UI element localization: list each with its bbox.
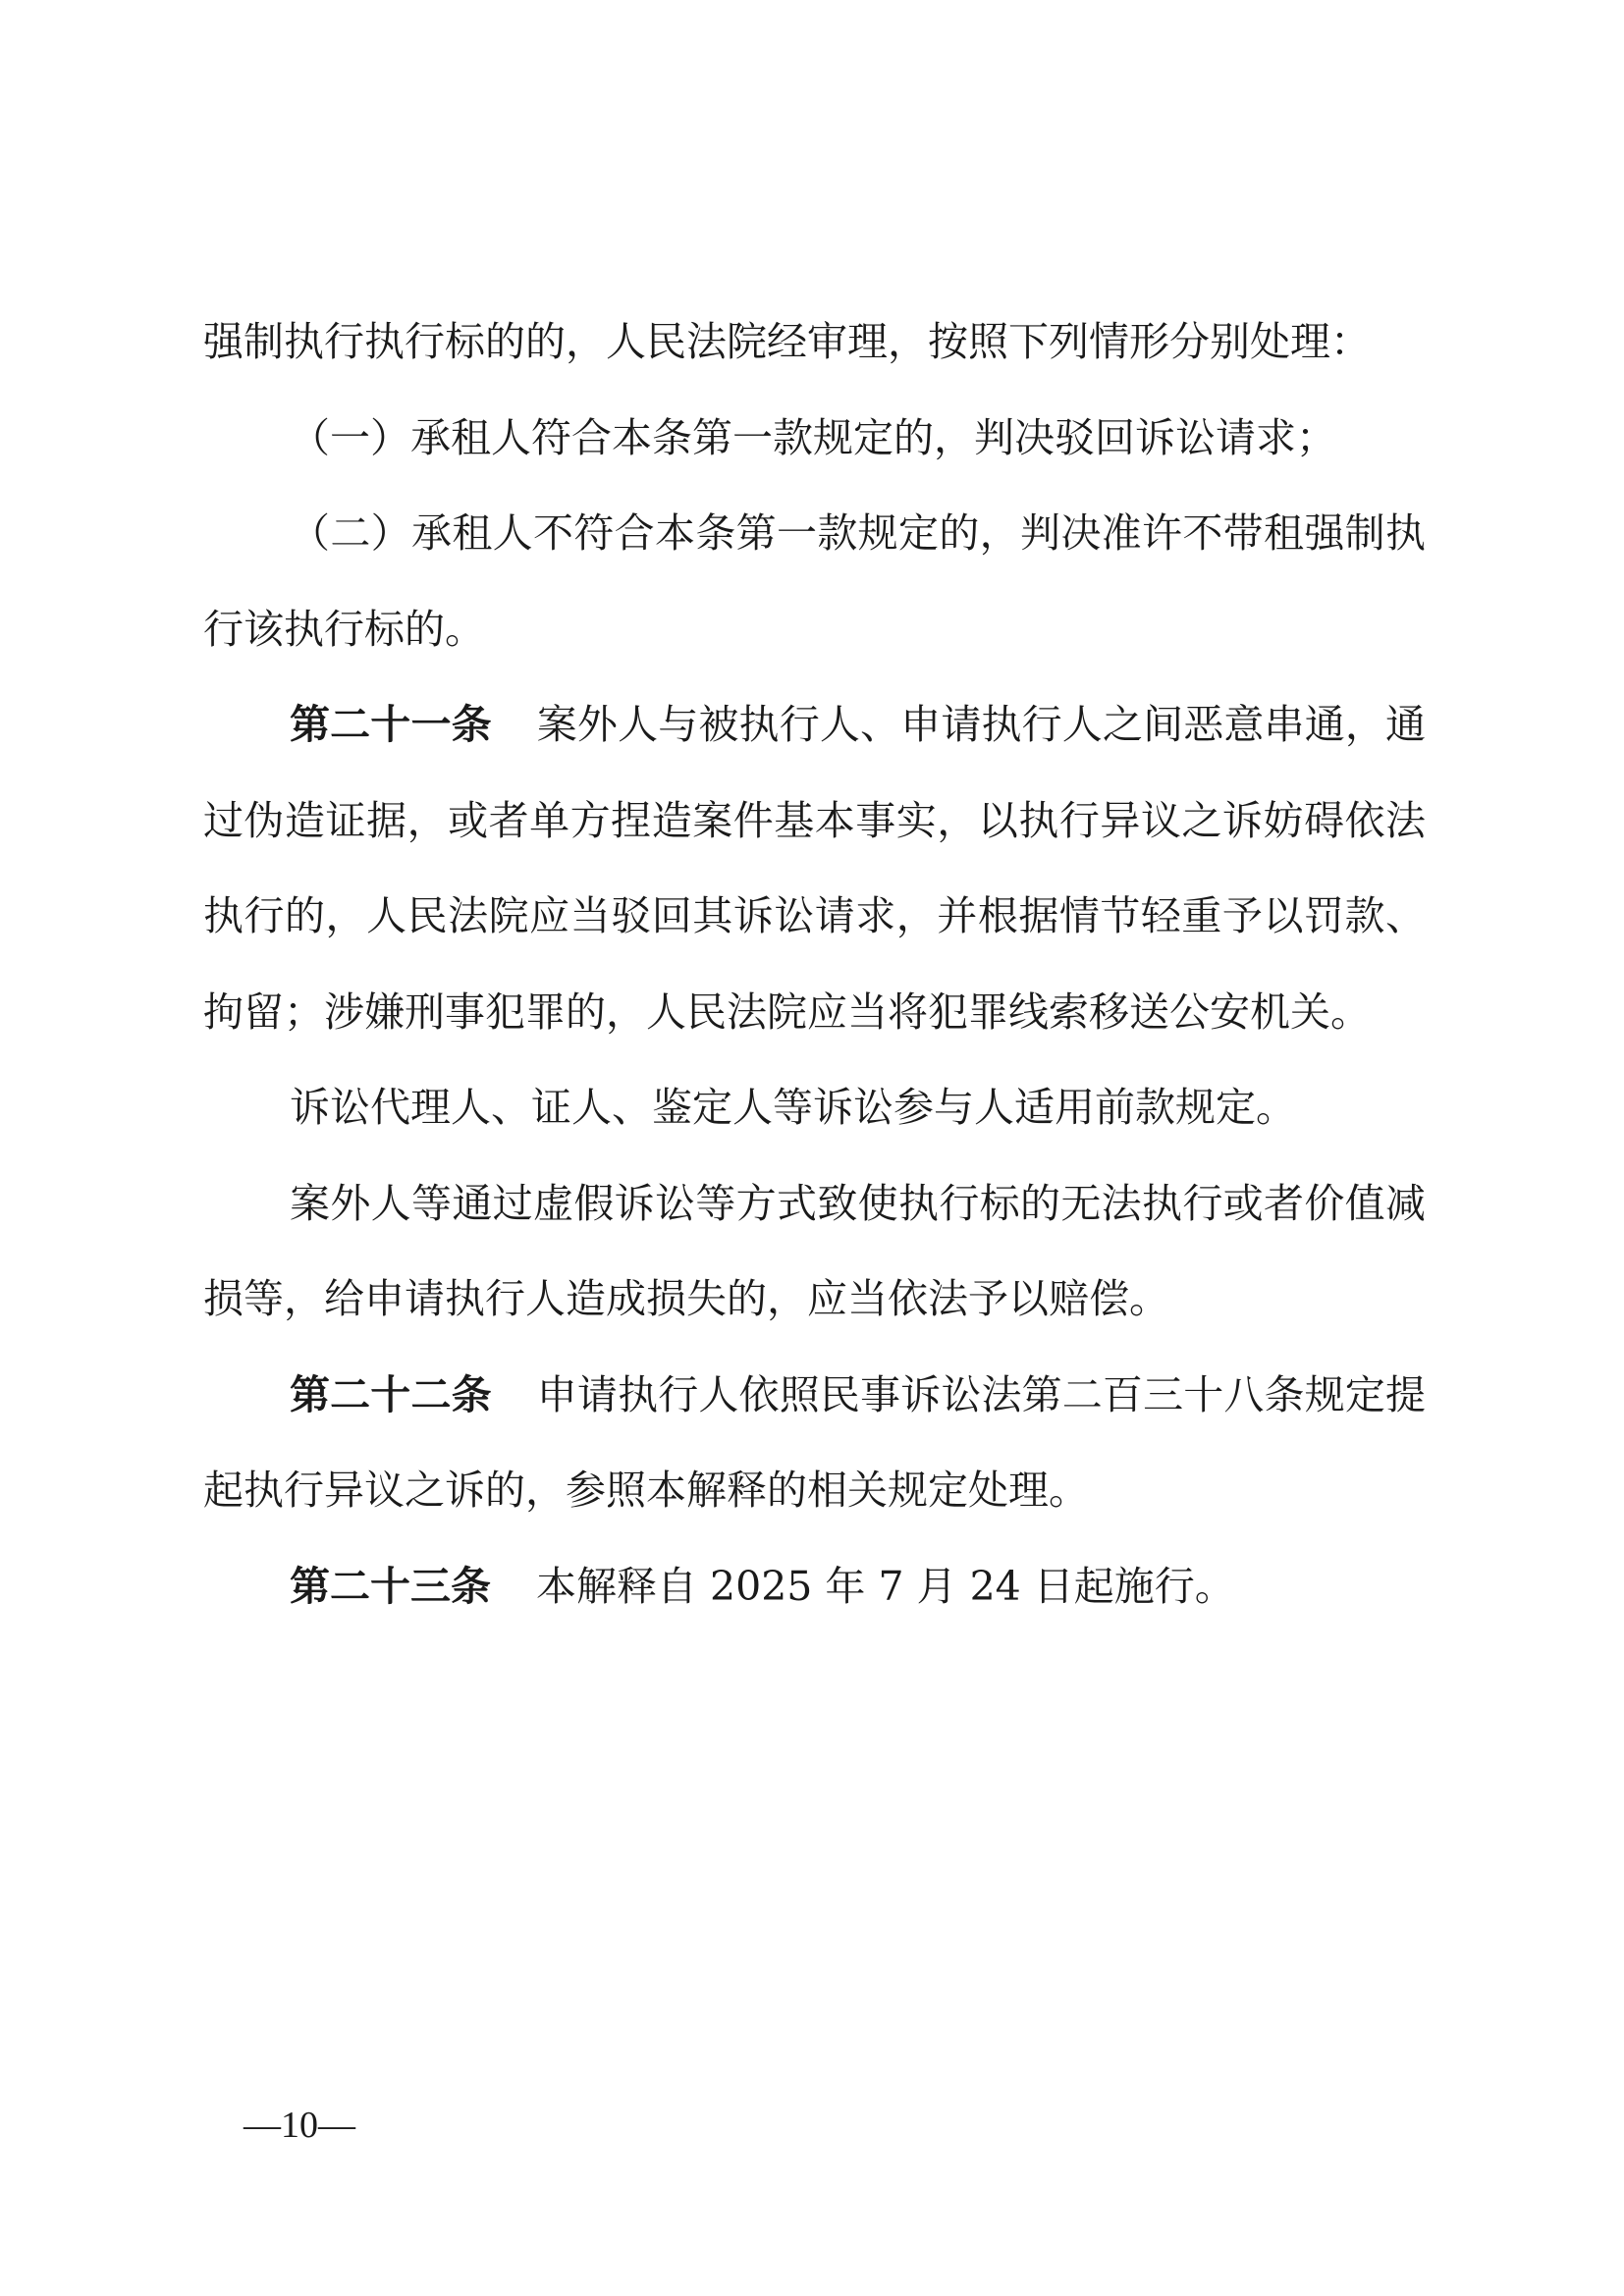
paragraph-text: （一）承租人符合本条第一款规定的，判决驳回诉讼请求； (290, 413, 1336, 461)
document-body (203, 294, 1426, 1634)
article-21 (203, 677, 1426, 1060)
article-heading: 第二十一条 (290, 701, 492, 748)
page-number: —10— (244, 2105, 355, 2146)
paragraph-text: （二）承租人不符合本条第一款规定的，判决准许不带租强制执行该执行标的。 (203, 509, 1426, 653)
article-23 (203, 1539, 1426, 1635)
article-21-clause-2 (203, 1060, 1426, 1156)
article-22 (203, 1348, 1426, 1539)
paragraph-text: 强制执行执行标的的，人民法院经审理，按照下列情形分别处理： (203, 318, 1371, 365)
article-21-clause-3 (203, 1156, 1426, 1348)
paragraph-text: 案外人与被执行人、申请执行人之间恶意串通，通过伪造证据，或者单方捏造案件基本事实，以执行异议之诉妨碍依法执行的，人民法院应当驳回其诉讼请求，并根据情节轻重予以罚款、拘留；涉嫌刑事犯罪的，人民法院应当将犯罪线索移送公安机关。 (203, 701, 1427, 1036)
paragraph-item-1 (203, 391, 1426, 487)
paragraph-text: 本解释自 2025 年 7 月 24 日起施行。 (536, 1562, 1235, 1610)
paragraph-item-2 (203, 486, 1426, 677)
paragraph-continuation (203, 294, 1426, 391)
paragraph-text: 申请执行人依照民事诉讼法第二百三十八条规定提起执行异议之诉的，参照本解释的相关规定处理。 (203, 1370, 1427, 1514)
paragraph-text: 诉讼代理人、证人、鉴定人等诉讼参与人适用前款规定。 (290, 1084, 1296, 1131)
article-heading: 第二十二条 (290, 1370, 492, 1418)
paragraph-text: 案外人等通过虚假诉讼等方式致使执行标的无法执行或者价值减损等，给申请执行人造成损失的，应当依法予以赔偿。 (203, 1179, 1426, 1322)
article-heading: 第二十三条 (290, 1562, 491, 1610)
